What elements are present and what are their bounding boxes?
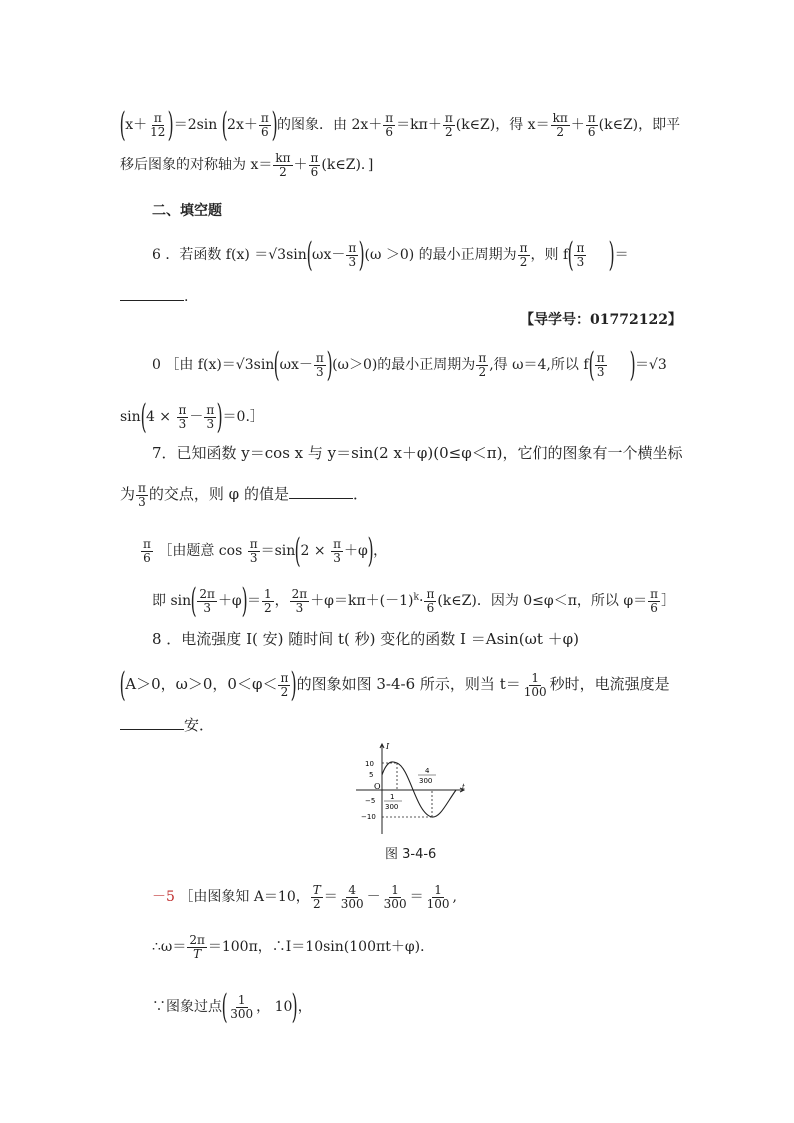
axis-label-t: t bbox=[462, 783, 465, 791]
label-denominator: 300 bbox=[385, 803, 399, 811]
answer-8-line3: ∵图象过点( $\frac{1}{300}$ ， 10)， bbox=[152, 987, 312, 1027]
answer-6-line2: sin(4 × $\frac{\pi}{3}$ － $\frac{\pi}{3}$ )＝0.］ bbox=[120, 397, 264, 437]
answer-8-line2: ∴ω＝ $\frac{2\pi}{T}$ ＝100π，∴I＝10sin(100πt＋φ)． bbox=[152, 933, 435, 961]
label-denominator: 300 bbox=[419, 777, 433, 785]
sine-graph-figure bbox=[352, 740, 472, 836]
tick-label: 5 bbox=[369, 771, 374, 779]
axis-label-i: I bbox=[386, 742, 390, 751]
question-8-line2: (A＞0，ω＞0，0＜φ＜ $\frac{\pi}{2}$ )的图象如图 3-4-6 所示，则当 t＝ $\frac{1}{100}$ 秒时，电流强度是 bbox=[119, 665, 670, 705]
question-8-line3: 安． bbox=[120, 718, 214, 733]
answer-7-line2: 即 sin( $\frac{2\pi}{3}$ ＋φ)＝ $\frac{1}{2}$ ， $\frac{2\pi}{3}$ $+\varphi=k\pi+(-1)^k\cdot$ $\frac{\pi}{6}$ (k∈Z)．因为 0≤φ＜π，所以 φ＝ $\frac{\pi}{6}$ ］ bbox=[152, 581, 676, 621]
prev-solution-line2: 移后图象的对称轴为 x＝ $\frac{k\pi}{2}$ ＋ $\frac{\pi}{6}$ (k∈Z)．] bbox=[120, 151, 374, 179]
figure-caption: 图 3-4-6 bbox=[385, 847, 437, 862]
section-title: 二、填空题 bbox=[152, 203, 222, 219]
answer-8-line1: －5 ［由图象知 A＝10， $\frac{T}{2}$ ＝ $\frac{4}{300}$ － $\frac{1}{300}$ ＝ $\frac{1}{100}$ , bbox=[152, 883, 457, 911]
label-numerator: 4 bbox=[425, 767, 430, 775]
question-7-line1: 7．已知函数 y＝cos x 与 y＝sin(2 x＋φ)(0≤φ＜π)，它们的图象有一个横坐标 bbox=[152, 444, 683, 462]
question-7-line2: 为 $\frac{\pi}{3}$ 的交点，则 φ 的值是 ． bbox=[120, 481, 368, 509]
reference-number: 【导学号：01772122】 bbox=[520, 312, 682, 328]
answer-7-line1: $\frac{\pi}{6}$ ［由题意 cos $\frac{\pi}{3}$ ＝sin(2 × $\frac{\pi}{3}$ ＋φ)， bbox=[143, 531, 388, 571]
tick-label: 10 bbox=[365, 760, 374, 768]
tick-label: −10 bbox=[361, 813, 376, 821]
origin-label: O bbox=[374, 782, 381, 791]
answer-6-line1: 0 ［由 f(x)＝√3sin(ωx－ $\frac{\pi}{3}$ )(ω＞0)的最小正周期为 $\frac{\pi}{2}$ ,得 ω＝4,所以 f( $\frac{\pi}{3}$ )＝√3 bbox=[152, 345, 667, 385]
label-numerator: 1 bbox=[390, 793, 395, 801]
answer-value: －5 bbox=[152, 889, 175, 906]
tick-label: −5 bbox=[365, 797, 376, 805]
fraction: $\frac{\pi}{12}$ bbox=[150, 110, 166, 139]
question-8-line1: 8 ．电流强度 I( 安) 随时间 t( 秒) 变化的函数 I ＝Asin(ωt ＋φ) bbox=[152, 630, 579, 648]
prev-solution-line1: (x＋ $\frac{\pi}{12}$ )＝2sin (2x＋ $\frac{\pi}{6}$ )的图象．由 2x＋ $\frac{\pi}{6}$ ＝kπ＋ $\frac{\pi}{2}$ (k∈Z)，得 x＝ $\frac{k\pi}{2}$ ＋ $\frac{\pi}{6}$ (k∈Z)，即平 bbox=[119, 105, 681, 145]
question-6: 6 ．若函数 f(x) ＝√3sin(ωx－ $\frac{\pi}{3}$ )(ω ＞0) 的最小正周期为 $\frac{\pi}{2}$ ，则 f( $\frac{\pi}{3}$ )＝ bbox=[152, 235, 629, 275]
answer-blank-6: . bbox=[120, 290, 188, 304]
